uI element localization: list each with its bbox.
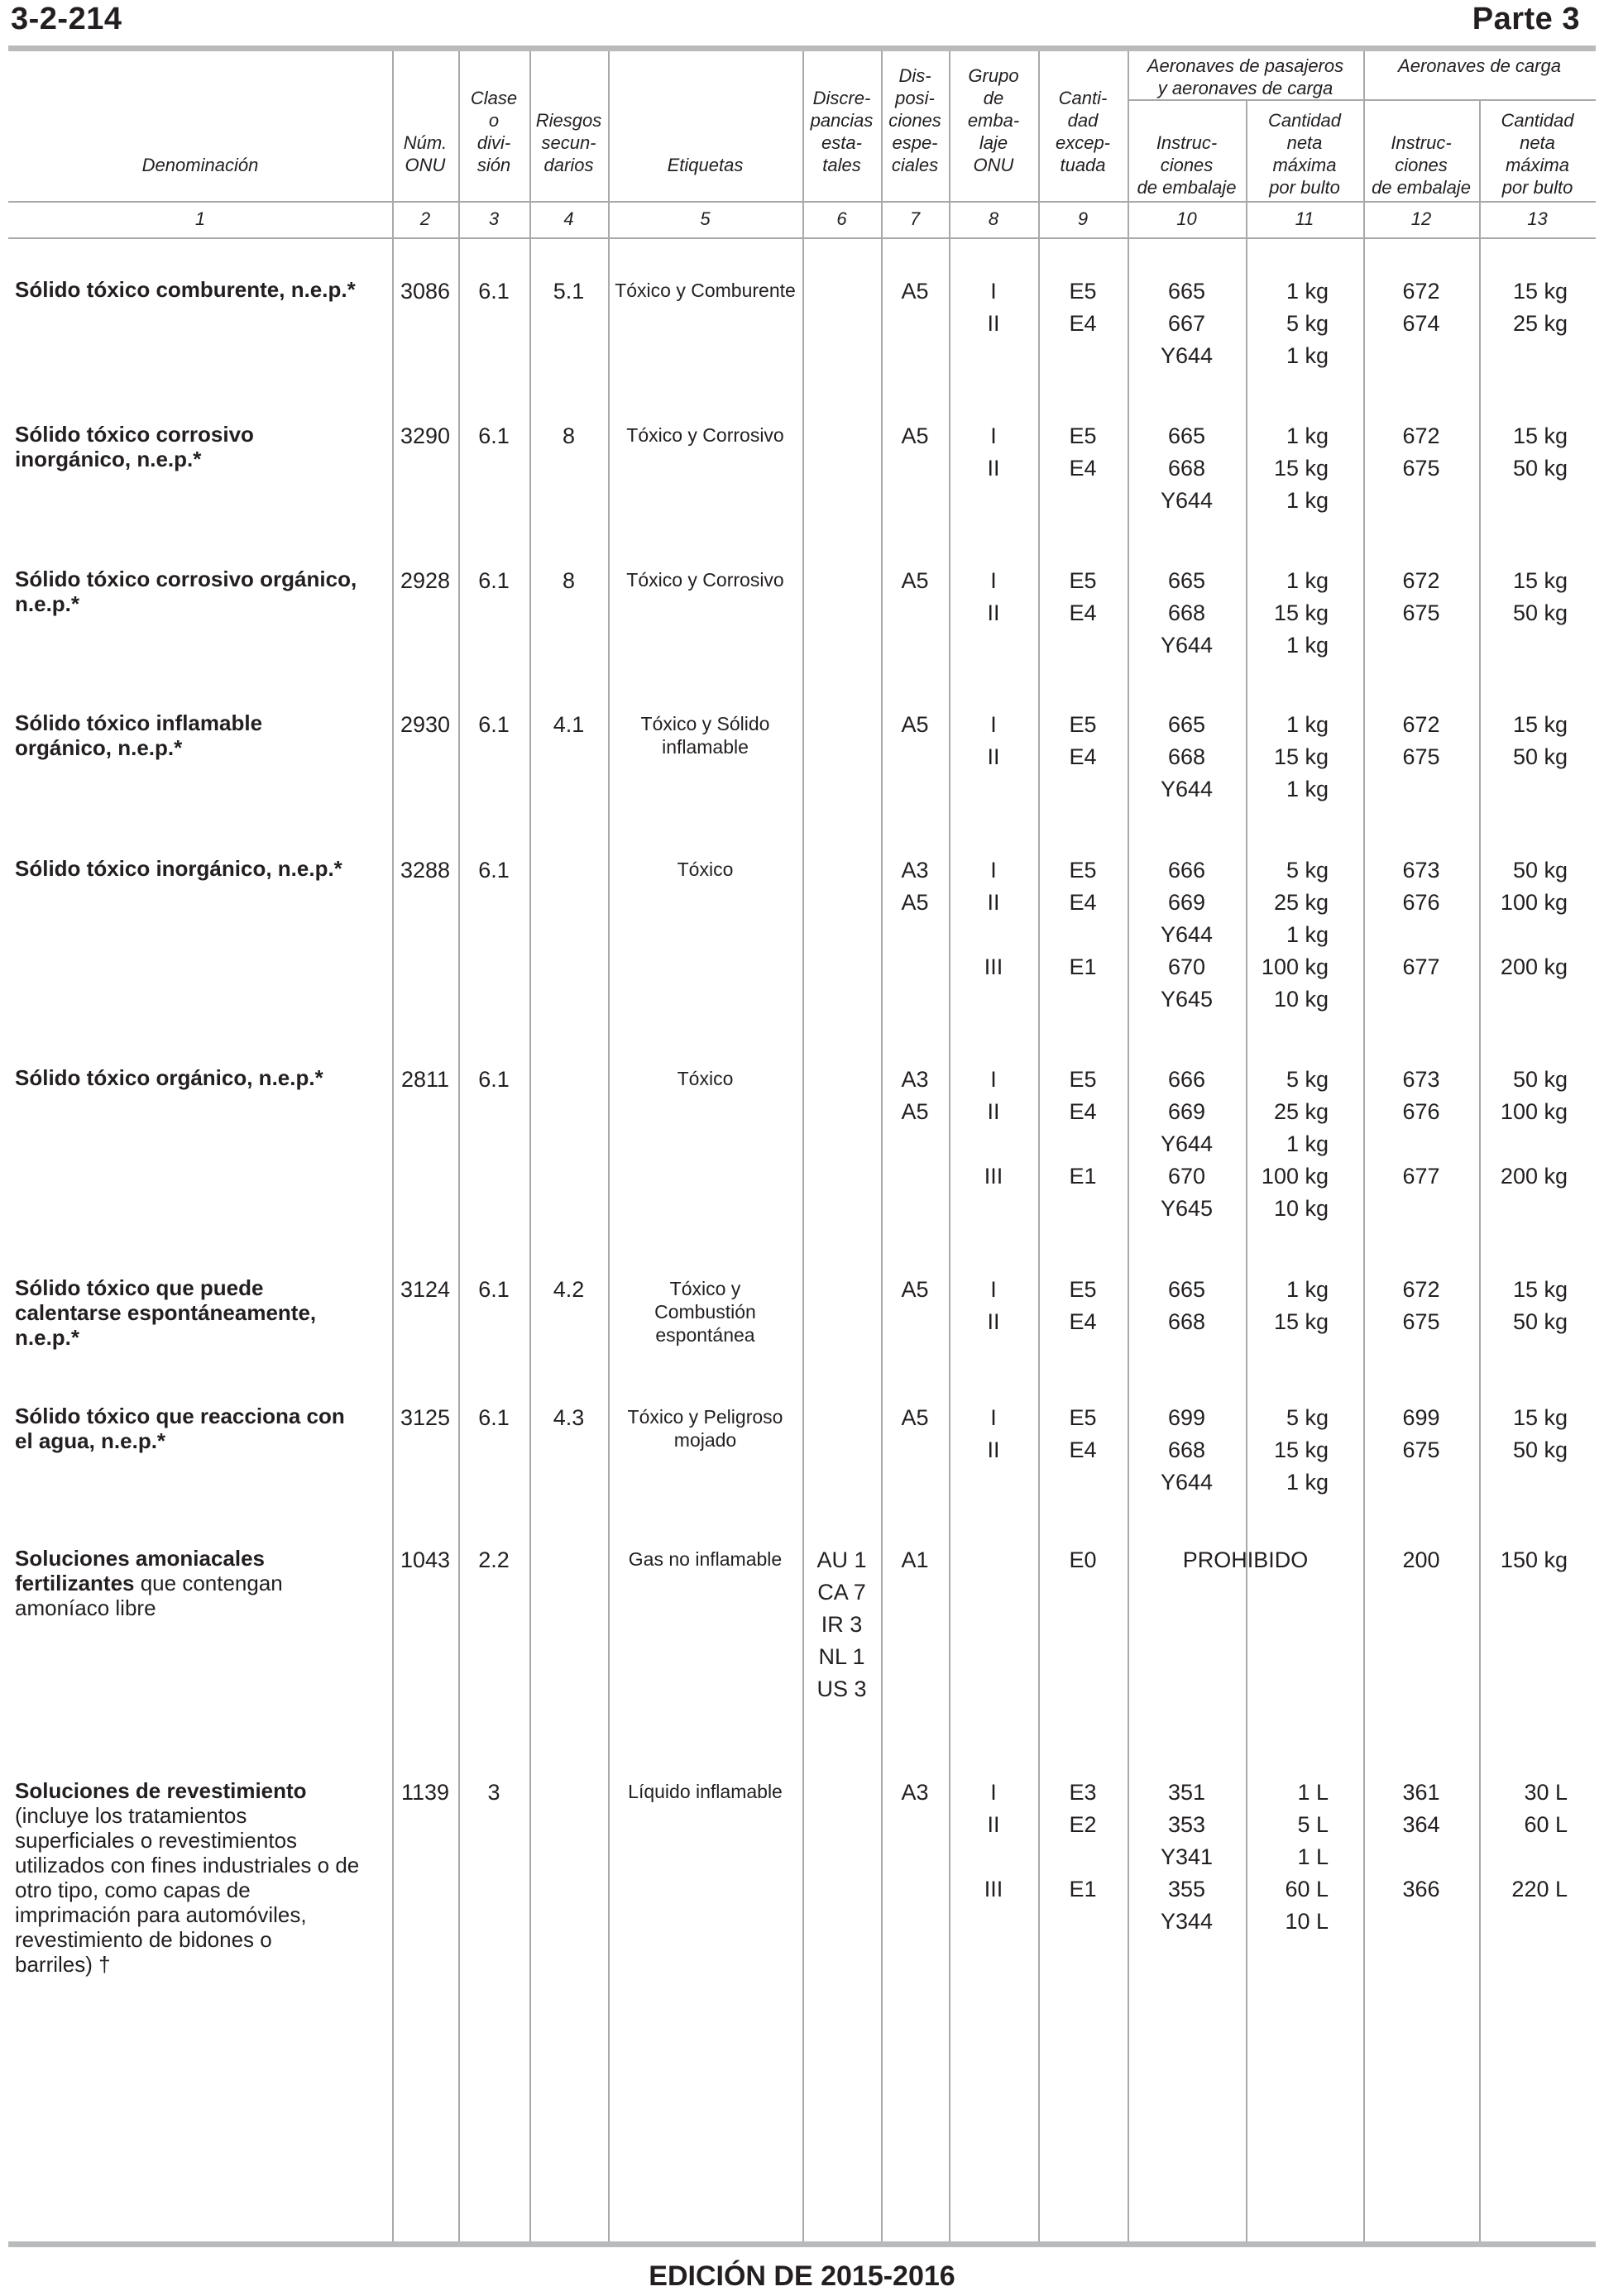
special-provision: A5 (901, 712, 929, 737)
hazard-label: Tóxico y Sólido inflamable (640, 713, 770, 758)
special-provision: A5 (901, 1405, 929, 1430)
column-number: 13 (1527, 208, 1548, 229)
cargo-packing-instruction: 672 674 (1402, 279, 1440, 336)
special-provision: A5 (901, 423, 929, 448)
un-number: 3125 (400, 1405, 451, 1430)
pax-max-quantity: 5 kg 25 kg 1 kg 100 kg 10 kg (1261, 858, 1329, 1012)
pax-max-quantity: 5 kg 25 kg 1 kg 100 kg 10 kg (1261, 1067, 1329, 1221)
header-bottom-line (8, 201, 1596, 203)
excepted-quantity: E3 E2 E1 (1069, 1780, 1097, 1901)
pax-max-quantity: 1 kg 15 kg (1273, 1277, 1329, 1334)
column-numbers-line (8, 237, 1596, 239)
subsidiary-risk: 8 (562, 568, 576, 593)
cargo-packing-instruction: 672 675 (1402, 712, 1440, 769)
page-number: 3-2-214 (11, 2, 122, 36)
pax-packing-instruction: 665 668 Y644 (1160, 712, 1214, 801)
column-number: 12 (1410, 208, 1432, 229)
special-provision: A5 (901, 279, 929, 304)
hazard-class: 3 (487, 1780, 500, 1805)
header-group-passenger: Aeronaves de pasajeros y aeronaves de carga (1147, 55, 1344, 98)
hazard-label: Tóxico y Combustión espontánea (654, 1278, 756, 1346)
excepted-quantity: E0 (1069, 1547, 1097, 1572)
column-number: 10 (1176, 208, 1197, 229)
packing-group: I II III (984, 858, 1003, 979)
excepted-quantity: E5 E4 (1069, 712, 1097, 769)
pax-packing-instruction: 666 669 Y644 670 Y645 (1160, 858, 1214, 1012)
cargo-max-quantity: 15 kg 50 kg (1512, 1277, 1568, 1334)
un-number: 3290 (400, 423, 451, 448)
pax-max-quantity: 5 kg 15 kg 1 kg (1273, 1405, 1329, 1495)
excepted-quantity: E5 E4 (1069, 1405, 1097, 1462)
packing-group: I II III (984, 1780, 1003, 1901)
packing-group: I II (987, 1405, 1000, 1462)
entry-name: Sólido tóxico que puede calentarse espontáneamente, n.e.p.* (15, 1275, 317, 1350)
special-provision: A3 A5 (901, 858, 929, 915)
entry-name: Sólido tóxico inflamable orgánico, n.e.p.* (15, 710, 263, 760)
hazard-label: Líquido inflamable (628, 1781, 783, 1802)
packing-group: I II (987, 423, 1000, 481)
column-number: 7 (909, 208, 921, 229)
header-pax-max-net-quantity: Cantidad neta máxima por bulto (1267, 110, 1342, 198)
hazard-class: 6.1 (478, 712, 510, 737)
pax-max-quantity: 1 kg 15 kg 1 kg (1273, 712, 1329, 801)
cargo-max-quantity: 15 kg 50 kg (1512, 712, 1568, 769)
pax-max-quantity: 1 kg 15 kg 1 kg (1273, 423, 1329, 513)
special-provision: A3 A5 (901, 1067, 929, 1124)
pax-packing-instruction: 665 668 Y644 (1160, 568, 1214, 658)
part-label: Parte 3 (1472, 2, 1580, 36)
un-number: 2811 (400, 1067, 450, 1092)
cargo-max-quantity: 15 kg 50 kg (1512, 568, 1568, 625)
hazard-label: Tóxico y Corrosivo (626, 424, 784, 446)
pax-packing-instruction: 665 668 (1167, 1277, 1206, 1334)
column-divider (529, 51, 531, 2241)
group-underline (1128, 99, 1596, 101)
pax-packing-instruction: 351 353 Y341 355 Y344 (1160, 1780, 1214, 1934)
bottom-rule (8, 2241, 1596, 2247)
pax-packing-instruction: 665 668 Y644 (1160, 423, 1214, 513)
cargo-packing-instruction: 361 364 366 (1402, 1780, 1440, 1901)
excepted-quantity: E5 E4 E1 (1069, 858, 1097, 979)
header-group-cargo: Aeronaves de carga (1398, 55, 1561, 76)
column-number: 9 (1077, 208, 1089, 229)
header-pax-packing-instructions: Instruc- ciones de embalaje (1137, 132, 1237, 198)
excepted-quantity: E5 E4 (1069, 279, 1097, 336)
header-un-number: Núm. ONU (403, 132, 448, 175)
cargo-packing-instruction: 672 675 (1402, 1277, 1440, 1334)
column-divider (802, 51, 804, 2241)
header-packing-group: Grupo de emba- laje ONU (967, 65, 1020, 175)
subsidiary-risk: 8 (562, 423, 576, 448)
special-provision: A1 (901, 1547, 929, 1572)
state-variations: AU 1 CA 7 IR 3 NL 1 US 3 (816, 1547, 867, 1701)
header-denominacion: Denominación (141, 155, 259, 175)
edition-footer: EDICIÓN DE 2015-2016 (649, 2260, 955, 2292)
column-number: 4 (563, 208, 574, 229)
column-divider (392, 51, 394, 2241)
packing-group: I II (987, 1277, 1000, 1334)
cargo-max-quantity: 30 L 60 L 220 L (1511, 1780, 1568, 1901)
header-cargo-max-net-quantity: Cantidad neta máxima por bulto (1501, 110, 1574, 198)
hazard-label: Tóxico y Corrosivo (626, 569, 784, 591)
un-number: 3288 (400, 858, 451, 883)
cargo-packing-instruction: 673 676 677 (1402, 858, 1440, 979)
cargo-packing-instruction: 672 675 (1402, 568, 1440, 625)
column-divider (458, 51, 460, 2241)
special-provision: A5 (901, 568, 929, 593)
entry-name: Sólido tóxico orgánico, n.e.p.* (15, 1065, 323, 1090)
un-number: 3086 (400, 279, 451, 304)
hazard-label: Tóxico y Comburente (615, 280, 796, 301)
prohibited-notice: PROHIBIDO (1182, 1547, 1309, 1572)
header-cargo-packing-instructions: Instruc- ciones de embalaje (1372, 132, 1471, 198)
special-provision: A5 (901, 1277, 929, 1302)
hazard-label: Tóxico (677, 1068, 734, 1089)
cargo-max-quantity: 50 kg 100 kg 200 kg (1500, 1067, 1568, 1189)
un-number: 1139 (400, 1780, 450, 1805)
hazard-label: Tóxico y Peligroso mojado (627, 1406, 783, 1451)
entry-name: Soluciones de revestimiento (incluye los tratamientos superficiales o revestimientos utilizados con fines industriales o de otro tipo, como capas de imprimación para automóviles, revestimiento de bidones o barriles) † (15, 1778, 360, 1977)
hazard-class: 6.1 (478, 279, 510, 304)
hazard-class: 2.2 (478, 1547, 510, 1572)
cargo-packing-instruction: 672 675 (1402, 423, 1440, 481)
hazard-class: 6.1 (478, 1405, 510, 1430)
column-divider (608, 51, 610, 2241)
hazard-class: 6.1 (478, 568, 510, 593)
subsidiary-risk: 4.3 (553, 1405, 585, 1430)
pax-max-quantity: 1 kg 15 kg 1 kg (1273, 568, 1329, 658)
hazard-class: 6.1 (478, 423, 510, 448)
column-number: 3 (488, 208, 500, 229)
header-special-provisions: Dis- posi- ciones espe- ciales (888, 65, 941, 175)
entry-name: Sólido tóxico corrosivo inorgánico, n.e.p.* (15, 422, 254, 471)
excepted-quantity: E5 E4 E1 (1069, 1067, 1097, 1189)
pax-packing-instruction: 666 669 Y644 670 Y645 (1160, 1067, 1214, 1221)
excepted-quantity: E5 E4 (1069, 423, 1097, 481)
hazard-label: Tóxico (677, 859, 734, 880)
entry-name: Sólido tóxico comburente, n.e.p.* (15, 277, 356, 302)
column-number: 8 (988, 208, 999, 229)
entry-name: Soluciones amoniacales fertilizantes que contengan amoníaco libre (15, 1546, 283, 1620)
pax-packing-instruction: 699 668 Y644 (1160, 1405, 1214, 1495)
subsidiary-risk: 5.1 (553, 279, 585, 304)
cargo-max-quantity: 15 kg 25 kg (1512, 279, 1568, 336)
un-number: 3124 (400, 1277, 451, 1302)
cargo-max-quantity: 150 kg (1500, 1547, 1568, 1572)
pax-max-quantity: 1 kg 5 kg 1 kg (1286, 279, 1329, 368)
column-number: 1 (194, 208, 206, 229)
column-number: 2 (419, 208, 431, 229)
subsidiary-risk: 4.1 (553, 712, 585, 737)
hazard-label: Gas no inflamable (628, 1548, 783, 1570)
entry-name: Sólido tóxico inorgánico, n.e.p.* (15, 856, 342, 881)
pax-max-quantity: 1 L 5 L 1 L 60 L 10 L (1285, 1780, 1329, 1934)
cargo-packing-instruction: 699 675 (1402, 1405, 1440, 1462)
cargo-max-quantity: 15 kg 50 kg (1512, 1405, 1568, 1462)
packing-group: I II (987, 568, 1000, 625)
special-provision: A3 (901, 1780, 929, 1805)
column-number: 6 (836, 208, 847, 229)
header-subsidiary-risks: Riesgos secun- darios (535, 110, 602, 175)
column-number: 11 (1295, 208, 1314, 229)
un-number: 1043 (400, 1547, 451, 1572)
header-labels: Etiquetas (667, 155, 744, 175)
hazard-class: 6.1 (478, 1067, 510, 1092)
cargo-packing-instruction: 200 (1402, 1547, 1440, 1572)
header-class: Clase o divi- sión (470, 88, 518, 175)
packing-group: I II III (984, 1067, 1003, 1189)
hazard-class: 6.1 (478, 1277, 510, 1302)
packing-group: I II (987, 712, 1000, 769)
header-excepted-quantity: Canti- dad excep- tuada (1055, 88, 1111, 175)
column-divider (881, 51, 883, 2241)
column-number: 5 (700, 208, 711, 229)
un-number: 2930 (400, 712, 451, 737)
cargo-max-quantity: 15 kg 50 kg (1512, 423, 1568, 481)
top-rule (8, 45, 1596, 51)
entry-name: Sólido tóxico corrosivo orgánico, n.e.p.* (15, 567, 357, 616)
packing-group: I II (987, 279, 1000, 336)
excepted-quantity: E5 E4 (1069, 568, 1097, 625)
hazard-class: 6.1 (478, 858, 510, 883)
un-number: 2928 (400, 568, 451, 593)
subsidiary-risk: 4.2 (553, 1277, 585, 1302)
pax-packing-instruction: 665 667 Y644 (1160, 279, 1214, 368)
cargo-max-quantity: 50 kg 100 kg 200 kg (1500, 858, 1568, 979)
entry-name: Sólido tóxico que reacciona con el agua, n.e.p.* (15, 1404, 345, 1453)
cargo-packing-instruction: 673 676 677 (1402, 1067, 1440, 1189)
excepted-quantity: E5 E4 (1069, 1277, 1097, 1334)
header-state-variations: Discre- pancias esta- tales (810, 88, 874, 175)
